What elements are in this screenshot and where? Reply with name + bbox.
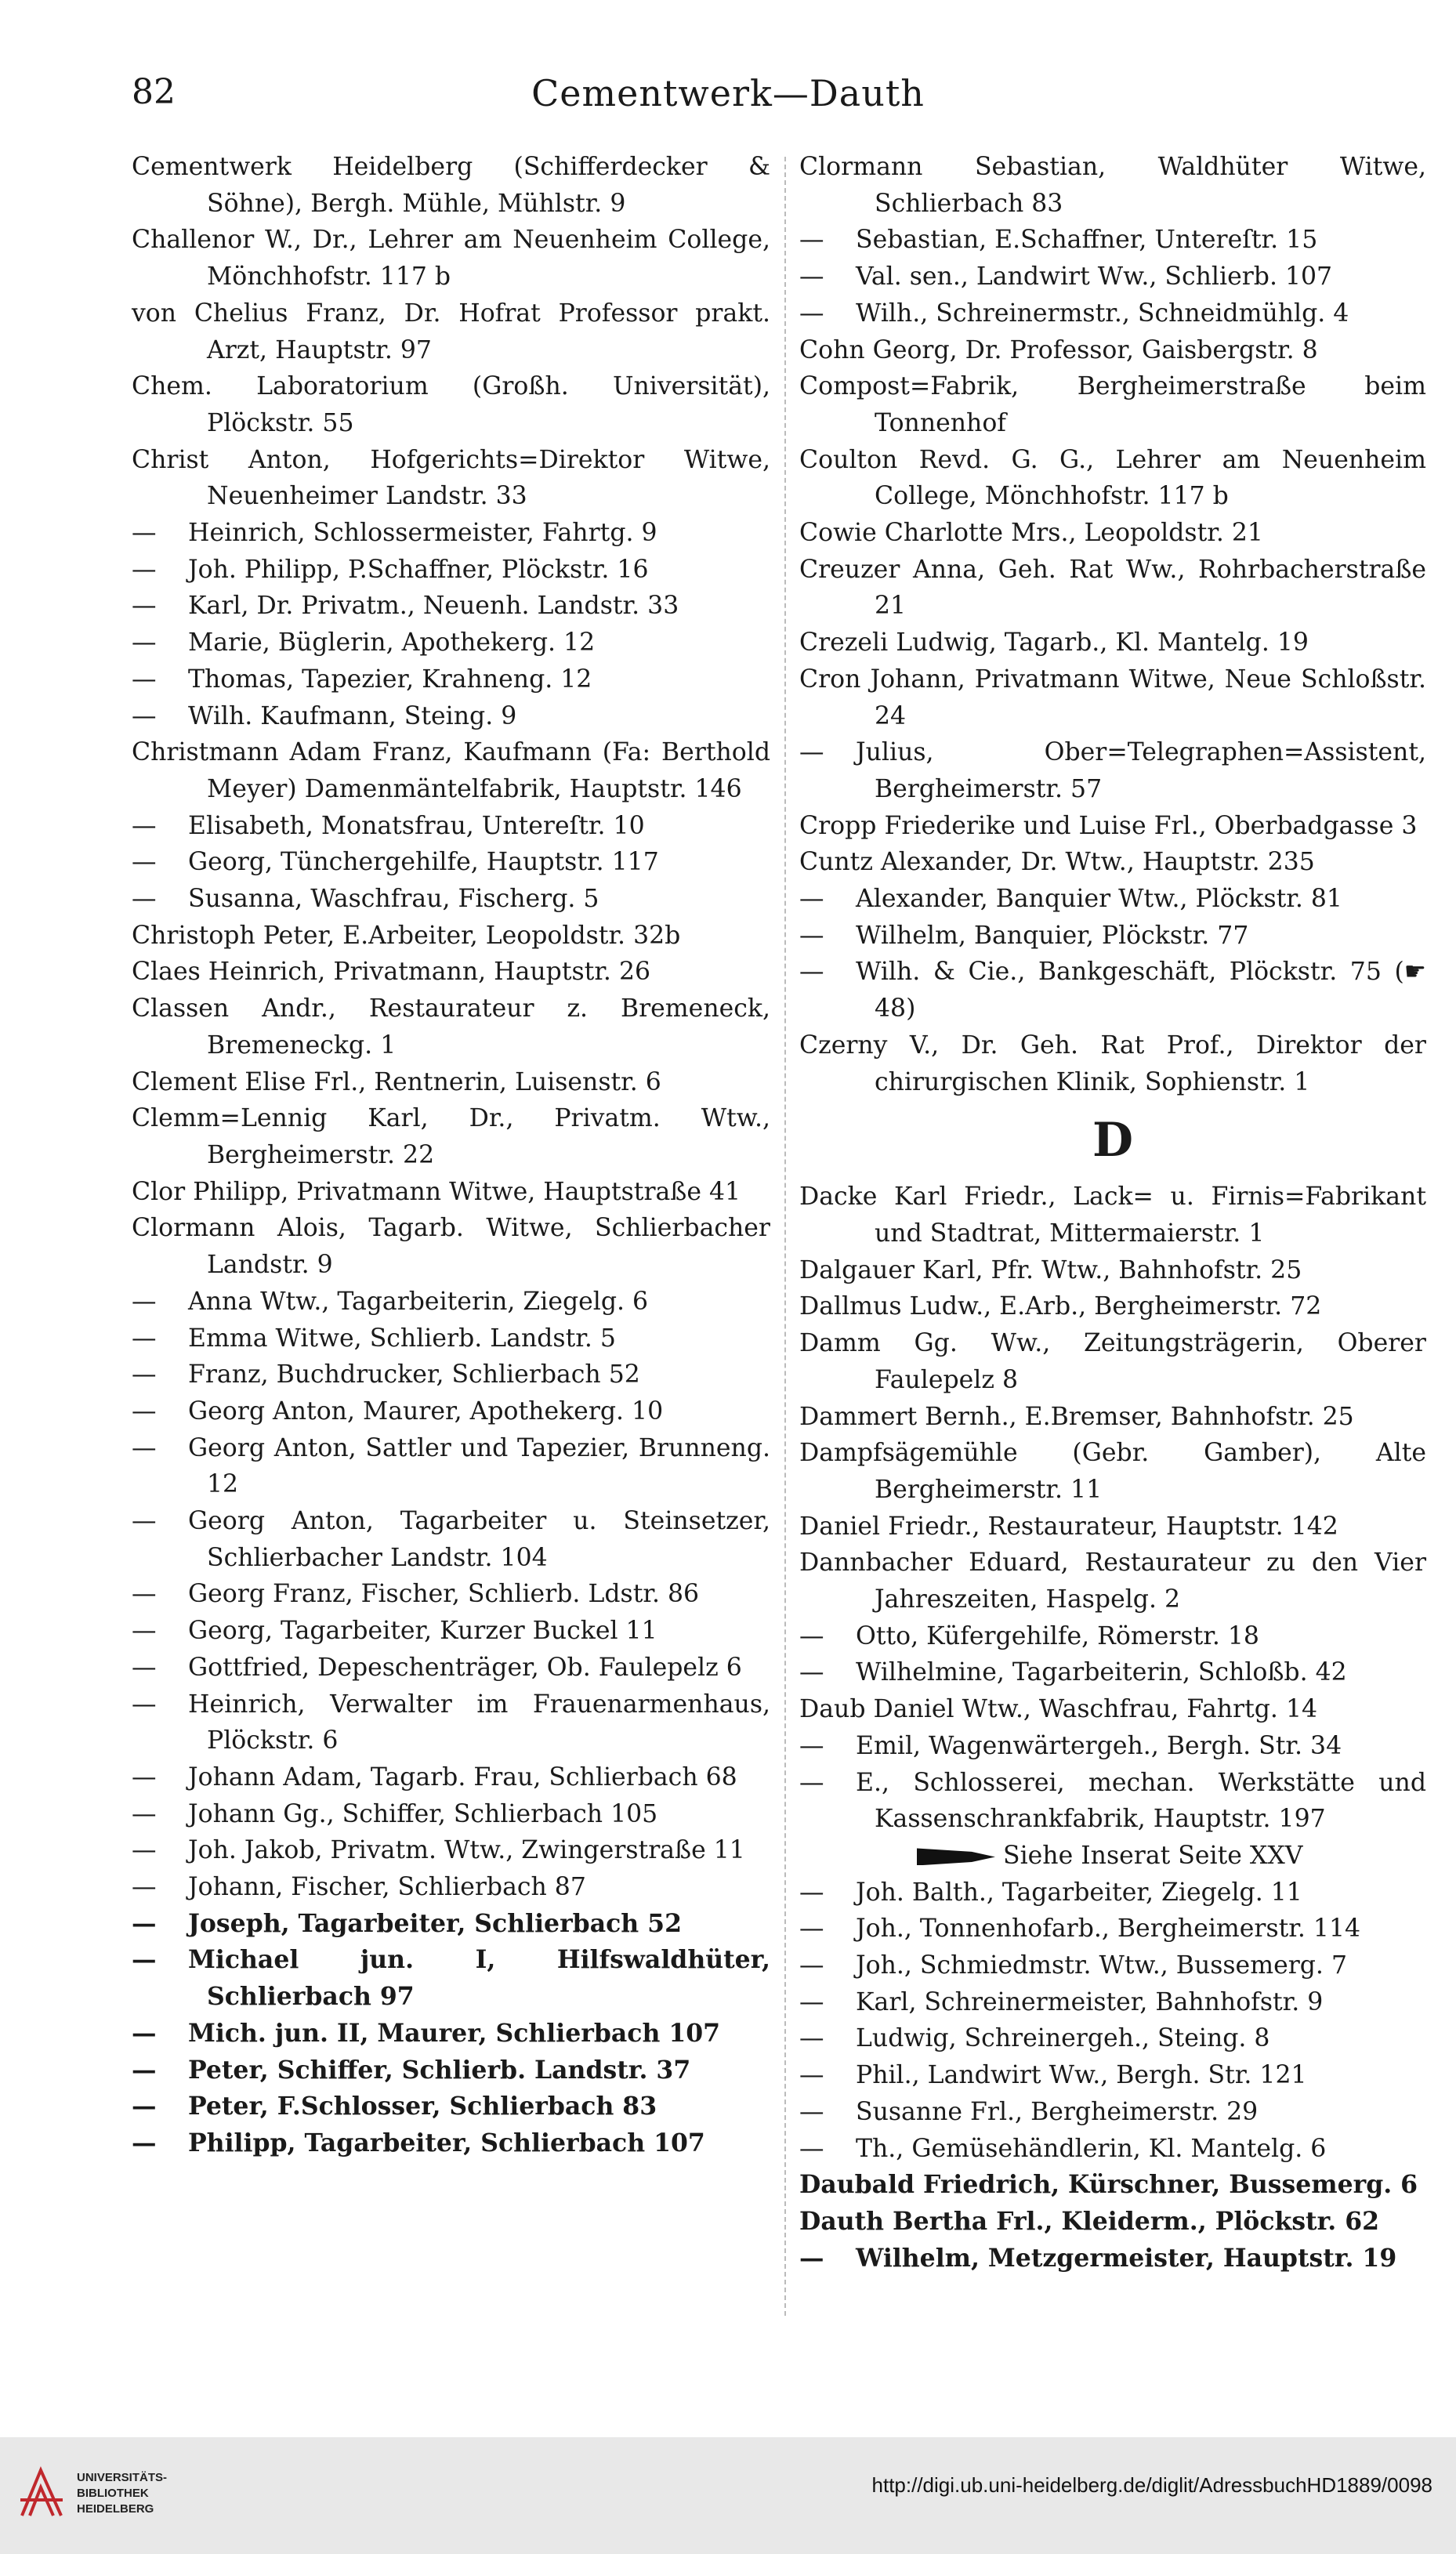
entry-text: Susanna, Waschfrau, Fischerg. 5 [188, 885, 599, 914]
entry-text: Daniel Friedr., Restaurateur, Hauptstr. 142 [799, 1512, 1338, 1541]
logo-line-2: BIBLIOTHEK [77, 2487, 149, 2500]
ditto-dash: — [132, 1836, 157, 1865]
entry-text: Creuzer Anna, Geh. Rat Ww., Rohrbacherstraße 21 [799, 555, 1426, 621]
ditto-dash: — [132, 629, 157, 658]
ditto-dash: — [132, 1507, 157, 1536]
directory-entry [132, 954, 770, 991]
advertisement-reference [799, 1838, 1426, 1875]
entry-text: Mich. jun. II, Maurer, Schlierbach 107 [188, 2018, 721, 2048]
directory-entry [799, 808, 1426, 845]
ditto-dash: — [799, 885, 824, 914]
entry-text: Georg Anton, Maurer, Apothekerg. 10 [188, 1397, 664, 1426]
running-head: Cementwerk—Dauth [531, 72, 925, 114]
entry-text: Julius, Ober=Telegraphen=Assistent, Bergheimerstr. 57 [856, 738, 1426, 803]
ditto-dash: — [799, 1878, 824, 1907]
entry-text: Wilhelm, Metzgermeister, Hauptstr. 19 [856, 2243, 1397, 2273]
directory-entry [799, 1911, 1426, 1947]
entry-text: Damm Gg. Ww., Zeitungsträgerin, Oberer Faulepelz 8 [799, 1329, 1426, 1394]
ditto-dash: — [132, 1945, 157, 1975]
ditto-dash: — [132, 848, 157, 877]
pointing-hand-icon [917, 1848, 995, 1865]
directory-entry [799, 2204, 1426, 2241]
directory-entry [799, 1325, 1426, 1398]
ditto-dash: — [132, 2128, 157, 2157]
directory-entry [132, 1942, 770, 2015]
entry-text: Alexander, Banquier Wtw., Plöckstr. 81 [856, 885, 1342, 914]
entry-text: Clor Philipp, Privatmann Witwe, Hauptstraße 41 [132, 1177, 741, 1206]
directory-entry [132, 1503, 770, 1576]
entry-text: Heinrich, Verwalter im Frauenarmenhaus, Plöckstr. 6 [188, 1690, 770, 1755]
entry-text: Dauth Bertha Frl., Kleiderm., Plöckstr. 62 [799, 2206, 1380, 2236]
ditto-dash: — [132, 519, 157, 548]
ditto-dash: — [132, 1908, 157, 1938]
ditto-dash: — [799, 958, 824, 987]
directory-entry [132, 1320, 770, 1357]
entry-text: Cementwerk Heidelberg (Schifferdecker & Söhne), Bergh. Mühle, Mühlstr. 9 [132, 153, 770, 218]
entry-text: Joh. Balth., Tagarbeiter, Ziegelg. 11 [856, 1878, 1302, 1907]
entry-text: Cropp Friederike und Luise Frl., Oberbadgasse 3 [799, 811, 1418, 840]
directory-entry [132, 552, 770, 589]
left-column [132, 149, 770, 2162]
entry-text: Phil., Landwirt Ww., Bergh. Str. 121 [856, 2061, 1307, 2090]
directory-entry [132, 2052, 770, 2089]
entry-text: Wilh. Kaufmann, Steing. 9 [188, 701, 517, 730]
entry-text: Daub Daniel Wtw., Waschfrau, Fahrtg. 14 [799, 1695, 1318, 1724]
directory-entry [799, 1947, 1426, 1984]
entry-text: Wilh., Schreinermstr., Schneidmühlg. 4 [856, 299, 1349, 328]
logo-line-1: UNIVERSITÄTS- [77, 2471, 168, 2484]
directory-entry [799, 2057, 1426, 2094]
directory-entry [132, 1759, 770, 1796]
entry-text: Johann Adam, Tagarb. Frau, Schlierbach 68 [188, 1762, 737, 1791]
ditto-dash: — [132, 1287, 157, 1316]
entry-text: Classen Andr., Restaurateur z. Bremeneck, Bremeneckg. 1 [132, 994, 770, 1060]
directory-entry [799, 1399, 1426, 1436]
directory-entry [132, 1906, 770, 1943]
ditto-dash: — [799, 1951, 824, 1980]
directory-entry [132, 1576, 770, 1613]
directory-entry [799, 1027, 1426, 1100]
directory-entry [799, 844, 1426, 881]
ditto-dash: — [132, 701, 157, 730]
column-divider [784, 157, 786, 2316]
ditto-dash: — [799, 1768, 824, 1797]
ditto-dash: — [799, 299, 824, 328]
directory-entry [132, 991, 770, 1063]
ditto-dash: — [799, 2024, 824, 2053]
entry-text: Heinrich, Schlossermeister, Fahrtg. 9 [188, 519, 657, 548]
entry-text: Johann Gg., Schiffer, Schlierbach 105 [188, 1799, 658, 1828]
entry-text: Dammert Bernh., E.Bremser, Bahnhofstr. 25 [799, 1402, 1354, 1431]
ditto-dash: — [799, 263, 824, 292]
directory-entry [132, 1174, 770, 1211]
directory-entry [132, 1100, 770, 1173]
entry-text: Elisabeth, Monatsfrau, Untereſtr. 10 [188, 811, 645, 840]
ditto-dash: — [799, 921, 824, 950]
entry-text: Karl, Dr. Privatm., Neuenh. Landstr. 33 [188, 592, 679, 621]
entry-text: Christ Anton, Hofgerichts=Direktor Witwe, Neuenheimer Landstr. 33 [132, 445, 770, 511]
ditto-dash: — [132, 1433, 157, 1462]
directory-entry [799, 2167, 1426, 2204]
entry-text: Gottfried, Depeschenträger, Ob. Faulepelz 6 [188, 1653, 742, 1682]
ditto-dash: — [799, 1987, 824, 2016]
directory-entry [799, 734, 1426, 807]
directory-entry [132, 442, 770, 515]
directory-entry [799, 515, 1426, 552]
directory-entry [132, 1210, 770, 1283]
directory-entry [132, 1650, 770, 1686]
entry-text: Dacke Karl Friedr., Lack= u. Firnis=Fabrikant und Stadtrat, Mittermaierstr. 1 [799, 1183, 1426, 1248]
directory-entry [799, 1728, 1426, 1765]
directory-entry [799, 1875, 1426, 1911]
entry-text: Joh., Schmiedmstr. Wtw., Bussemerg. 7 [856, 1951, 1348, 1980]
entry-text: Georg Franz, Fischer, Schlierb. Ldstr. 86 [188, 1580, 700, 1609]
entry-text: Johann, Fischer, Schlierbach 87 [188, 1873, 586, 1902]
entry-text: Peter, Schiffer, Schlierb. Landstr. 37 [188, 2055, 691, 2085]
entry-text: Joh. Jakob, Privatm. Wtw., Zwingerstraße 11 [188, 1836, 745, 1865]
library-logo-text [77, 2470, 167, 2517]
entry-text: Th., Gemüsehändlerin, Kl. Mantelg. 6 [856, 2134, 1327, 2163]
entry-text: Claes Heinrich, Privatmann, Hauptstr. 26 [132, 958, 651, 987]
directory-entry [799, 295, 1426, 332]
directory-entry [799, 1984, 1426, 2021]
directory-entry [799, 149, 1426, 222]
entry-text: Karl, Schreinermeister, Bahnhofstr. 9 [856, 1987, 1324, 2016]
ditto-dash: — [132, 2055, 157, 2085]
entry-text: Chem. Laboratorium (Großh. Universität), Plöckstr. 55 [132, 372, 770, 437]
directory-entry [799, 222, 1426, 259]
directory-entry [799, 1654, 1426, 1691]
directory-entry [799, 1435, 1426, 1508]
directory-entry [132, 661, 770, 698]
directory-entry [799, 1252, 1426, 1289]
directory-entry [799, 661, 1426, 734]
entry-text: Franz, Buchdrucker, Schlierbach 52 [188, 1360, 640, 1389]
ditto-dash: — [132, 1690, 157, 1719]
directory-entry [799, 1618, 1426, 1655]
entry-text: Coulton Revd. G. G., Lehrer am Neuenheim College, Mönchhofstr. 117 b [799, 445, 1426, 511]
entry-text: Joseph, Tagarbeiter, Schlierbach 52 [188, 1908, 682, 1938]
directory-entry [132, 2016, 770, 2052]
entry-text: Sebastian, E.Schaffner, Untereſtr. 15 [856, 226, 1318, 255]
entry-text: Val. sen., Landwirt Ww., Schlierb. 107 [856, 263, 1333, 292]
entry-text: Peter, F.Schlosser, Schlierbach 83 [188, 2092, 657, 2121]
entry-text: Challenor W., Dr., Lehrer am Neuenheim College, Mönchhofstr. 117 b [132, 226, 770, 292]
directory-entry [132, 881, 770, 918]
ditto-dash: — [132, 665, 157, 694]
directory-entry [799, 2131, 1426, 2168]
entry-text: Clement Elise Frl., Rentnerin, Luisenstr. 6 [132, 1067, 661, 1096]
entry-text: Joh. Philipp, P.Schaffner, Plöckstr. 16 [188, 555, 649, 584]
directory-entry [132, 368, 770, 441]
entry-text: Georg Anton, Sattler und Tapezier, Brunneng. 12 [188, 1433, 770, 1499]
directory-entry [132, 295, 770, 368]
ditto-dash: — [132, 592, 157, 621]
directory-entry [132, 1357, 770, 1393]
ditto-dash: — [799, 226, 824, 255]
directory-entry [799, 881, 1426, 918]
ditto-dash: — [132, 1580, 157, 1609]
entry-text: Ludwig, Schreinergeh., Steing. 8 [856, 2024, 1270, 2053]
directory-entry [132, 918, 770, 955]
ditto-dash: — [132, 1873, 157, 1902]
directory-entry [799, 918, 1426, 955]
entry-text: Clormann Sebastian, Waldhüter Witwe, Schlierbach 83 [799, 153, 1426, 218]
right-column-d-entries [799, 1179, 1426, 1838]
directory-entry [132, 222, 770, 295]
entry-text: Crezeli Ludwig, Tagarb., Kl. Mantelg. 19 [799, 629, 1309, 658]
entry-text: Czerny V., Dr. Geh. Rat Prof., Direktor der chirurgischen Klinik, Sophienstr. 1 [799, 1031, 1426, 1096]
ditto-dash: — [799, 738, 824, 767]
ditto-dash: — [799, 1621, 824, 1650]
directory-entry [799, 2094, 1426, 2131]
entry-text: Wilh. & Cie., Bankgeschäft, Plöckstr. 75 (☛ 48) [856, 958, 1426, 1023]
entry-text: Thomas, Tapezier, Krahneng. 12 [188, 665, 592, 694]
directory-entry [132, 1686, 770, 1759]
directory-entry [132, 698, 770, 735]
section-letter-d: D [1092, 1113, 1134, 1168]
entry-text: Emma Witwe, Schlierb. Landstr. 5 [188, 1324, 616, 1353]
directory-entry [132, 625, 770, 661]
directory-entry [132, 1064, 770, 1101]
ditto-dash: — [132, 555, 157, 584]
directory-entry [799, 1765, 1426, 1838]
entry-text: Cron Johann, Privatmann Witwe, Neue Schloßstr. 24 [799, 665, 1426, 730]
directory-entry [799, 1509, 1426, 1545]
entry-text: Philipp, Tagarbeiter, Schlierbach 107 [188, 2128, 705, 2157]
entry-text: Dannbacher Eduard, Restaurateur zu den Vier Jahreszeiten, Haspelg. 2 [799, 1549, 1426, 1614]
entry-text: Anna Wtw., Tagarbeiterin, Ziegelg. 6 [188, 1287, 649, 1316]
entry-text: Wilhelm, Banquier, Plöckstr. 77 [856, 921, 1249, 950]
directory-entry [799, 552, 1426, 625]
entry-text: Dallmus Ludw., E.Arb., Bergheimerstr. 72 [799, 1292, 1322, 1321]
ditto-dash: — [799, 1915, 824, 1944]
entry-text: Joh., Tonnenhofarb., Bergheimerstr. 114 [856, 1915, 1361, 1944]
entry-text: Otto, Küfergehilfe, Römerstr. 18 [856, 1621, 1259, 1650]
entry-text: Michael jun. I, Hilfswaldhüter, Schlierbach 97 [188, 1945, 770, 2012]
directory-entry [132, 1430, 770, 1503]
directory-entry [132, 808, 770, 845]
directory-entry [799, 332, 1426, 369]
directory-entry [132, 844, 770, 881]
ditto-dash: — [132, 2018, 157, 2048]
entry-text: Compost=Fabrik, Bergheimerstraße beim Tonnenhof [799, 372, 1426, 437]
directory-entry [132, 1796, 770, 1833]
directory-entry [799, 625, 1426, 661]
directory-entry [799, 1545, 1426, 1618]
entry-text: Cowie Charlotte Mrs., Leopoldstr. 21 [799, 519, 1263, 548]
ditto-dash: — [132, 1653, 157, 1682]
entry-text: Cohn Georg, Dr. Professor, Gaisbergstr. 8 [799, 335, 1318, 364]
directory-entry [132, 1284, 770, 1320]
directory-entry [799, 259, 1426, 295]
directory-entry [132, 1869, 770, 1906]
entry-text: Marie, Büglerin, Apothekerg. 12 [188, 629, 596, 658]
directory-entry [132, 1832, 770, 1869]
entry-text: Dampfsägemühle (Gebr. Gamber), Alte Bergheimerstr. 11 [799, 1439, 1426, 1504]
directory-entry [799, 2020, 1426, 2057]
ditto-dash: — [132, 1397, 157, 1426]
ditto-dash: — [132, 1360, 157, 1389]
entry-text: Cuntz Alexander, Dr. Wtw., Hauptstr. 235 [799, 848, 1315, 877]
directory-entry [132, 149, 770, 222]
ditto-dash: — [132, 811, 157, 840]
directory-entry [132, 1393, 770, 1430]
entry-text: Clormann Alois, Tagarb. Witwe, Schlierbacher Landstr. 9 [132, 1214, 770, 1280]
entry-text: Christmann Adam Franz, Kaufmann (Fa: Berthold Meyer) Damenmäntelfabrik, Hauptstr. 146 [132, 738, 770, 803]
ditto-dash: — [132, 2092, 157, 2121]
right-column [799, 149, 1426, 2277]
logo-line-3: HEIDELBERG [77, 2502, 154, 2516]
ditto-dash: — [799, 2097, 824, 2126]
ditto-dash: — [799, 1731, 824, 1760]
entry-text: Susanne Frl., Bergheimerstr. 29 [856, 2097, 1259, 2126]
directory-entry [799, 442, 1426, 515]
ditto-dash: — [799, 2061, 824, 2090]
directory-entry [132, 1613, 770, 1650]
ad-reference-text: Siehe Inserat Seite XXV [1003, 1841, 1303, 1870]
source-url-link[interactable]: http://digi.ub.uni-heidelberg.de/diglit/AdressbuchHD1889/0098 [871, 2473, 1432, 2497]
entry-text: Georg, Tünchergehilfe, Hauptstr. 117 [188, 848, 659, 877]
ditto-dash: — [132, 885, 157, 914]
directory-entry [132, 2088, 770, 2125]
entry-text: Christoph Peter, E.Arbeiter, Leopoldstr. 32b [132, 921, 681, 950]
directory-entry [799, 2241, 1426, 2277]
directory-entry [799, 1691, 1426, 1728]
entry-text: Wilhelmine, Tagarbeiterin, Schloßb. 42 [856, 1658, 1347, 1687]
university-library-logo-icon [17, 2465, 66, 2520]
directory-entry [799, 954, 1426, 1027]
ditto-dash: — [799, 2134, 824, 2163]
ditto-dash: — [132, 1762, 157, 1791]
directory-entry [799, 1288, 1426, 1325]
ditto-dash: — [132, 1324, 157, 1353]
entry-text: Daubald Friedrich, Kürschner, Bussemerg. 6 [799, 2170, 1418, 2200]
entry-text: Clemm=Lennig Karl, Dr., Privatm. Wtw., Bergheimerstr. 22 [132, 1104, 770, 1169]
directory-entry [799, 368, 1426, 441]
directory-entry [132, 734, 770, 807]
entry-text: Georg Anton, Tagarbeiter u. Steinsetzer, Schlierbacher Landstr. 104 [188, 1507, 770, 1572]
directory-entry [132, 588, 770, 625]
ditto-dash: — [132, 1799, 157, 1828]
entry-text: E., Schlosserei, mechan. Werkstätte und Kassenschrankfabrik, Hauptstr. 197 [856, 1768, 1426, 1834]
directory-entry [132, 2125, 770, 2162]
ditto-dash: — [799, 1658, 824, 1687]
ditto-dash: — [132, 1617, 157, 1646]
directory-entry [132, 515, 770, 552]
right-column-top-entries [799, 149, 1426, 1100]
entry-text: Dalgauer Karl, Pfr. Wtw., Bahnhofstr. 25 [799, 1255, 1302, 1284]
footer-bar [0, 2437, 1456, 2554]
directory-entry [799, 1179, 1426, 1252]
page-number: 82 [132, 72, 176, 112]
entry-text: von Chelius Franz, Dr. Hofrat Professor prakt. Arzt, Hauptstr. 97 [132, 299, 770, 364]
entry-text: Emil, Wagenwärtergeh., Bergh. Str. 34 [856, 1731, 1342, 1760]
right-column-tail-entries [799, 1875, 1426, 2277]
ditto-dash: — [799, 2243, 824, 2273]
entry-text: Georg, Tagarbeiter, Kurzer Buckel 11 [188, 1617, 657, 1646]
